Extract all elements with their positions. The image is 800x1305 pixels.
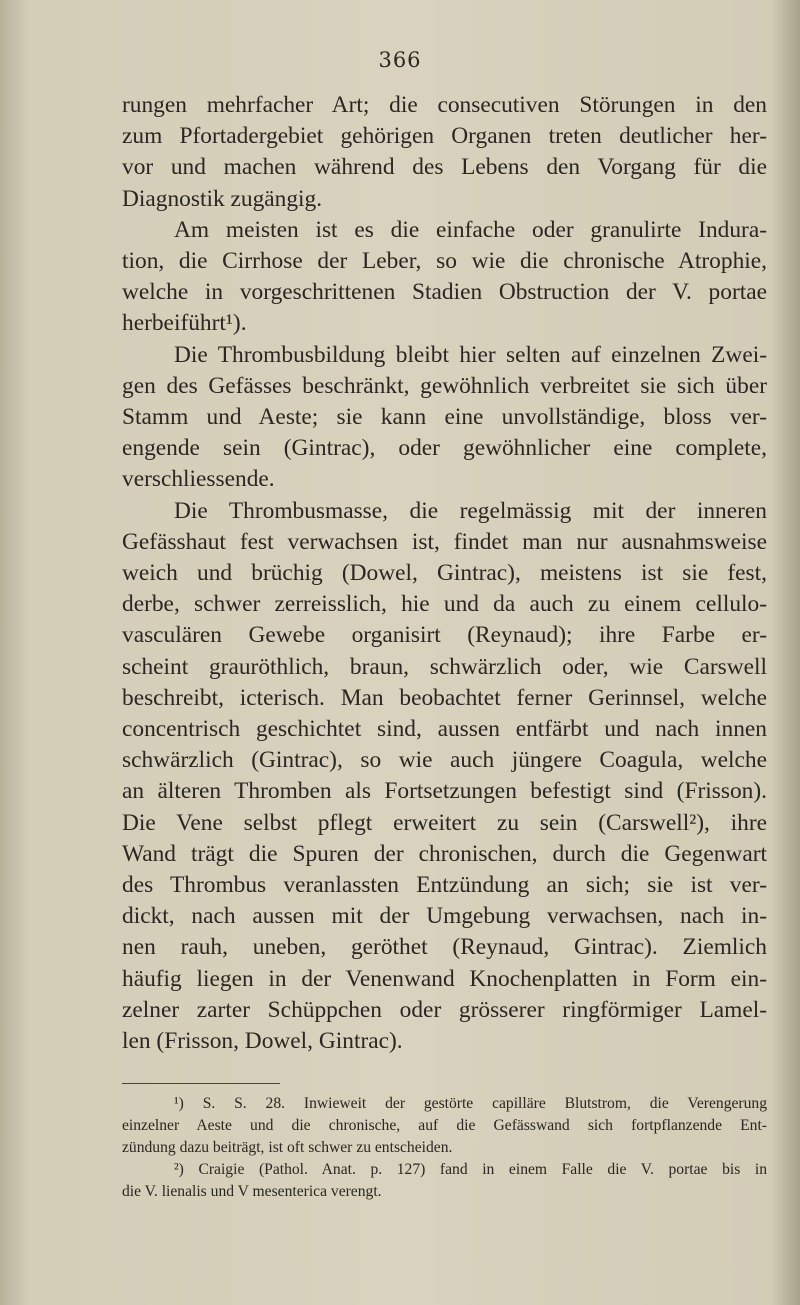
text-line: zum Pfortadergebiet gehörigen Organen treten deutlicher her- — [122, 123, 767, 150]
text-line: Stamm und Aeste; sie kann eine unvollständige, bloss ver- — [122, 404, 767, 431]
text-line: concentrisch geschichtet sind, aussen entfärbt und nach innen — [122, 716, 767, 743]
text-line: welche in vorgeschrittenen Stadien Obstruction der V. portae — [122, 279, 767, 306]
text-line: Die Thrombusbildung bleibt hier selten auf einzelnen Zwei- — [174, 341, 767, 368]
text-line: zelner zarter Schüppchen oder grösserer ringförmiger Lamel- — [122, 996, 767, 1023]
text-line: verschliessende. — [122, 466, 275, 493]
text-line: beschreibt, icterisch. Man beobachtet ferner Gerinnsel, welche — [122, 684, 767, 711]
footnote-line: einzelner Aeste und die chronische, auf die Gefässwand sich fortpflanzende Ent- — [122, 1117, 767, 1134]
text-line: tion, die Cirrhose der Leber, so wie die chronische Atrophie, — [122, 248, 767, 275]
text-line: Die Vene selbst pflegt erweitert zu sein (Carswell²), ihre — [122, 809, 767, 836]
text-line: Diagnostik zugängig. — [122, 185, 323, 212]
text-line: Am meisten ist es die einfache oder granulirte Indura- — [174, 216, 767, 243]
text-line: schwärzlich (Gintrac), so wie auch jüngere Coagula, welche — [122, 747, 767, 774]
text-line: häufig liegen in der Venenwand Knochenplatten in Form ein- — [122, 965, 767, 992]
text-line: vor und machen während des Lebens den Vorgang für die — [122, 154, 767, 181]
text-line: nen rauh, uneben, geröthet (Reynaud, Gintrac). Ziemlich — [122, 934, 767, 961]
footnote-line: ¹) S. S. 28. Inwieweit der gestörte capilläre Blutstrom, die Verengerung — [174, 1095, 767, 1112]
text-line: dickt, nach aussen mit der Umgebung verwachsen, nach in- — [122, 903, 767, 930]
text-line: herbeiführt¹). — [122, 310, 247, 337]
text-line: engende sein (Gintrac), oder gewöhnlicher eine complete, — [122, 435, 767, 462]
text-line: des Thrombus veranlassten Entzündung an sich; sie ist ver- — [122, 872, 767, 899]
footnote-line: zündung dazu beiträgt, ist oft schwer zu entscheiden. — [122, 1139, 453, 1156]
text-line: Die Thrombusmasse, die regelmässig mit der inneren — [174, 497, 767, 524]
text-line: len (Frisson, Dowel, Gintrac). — [122, 1028, 403, 1055]
page-number: 366 — [378, 48, 422, 72]
text-line: Gefässhaut fest verwachsen ist, findet man nur ausnahmsweise — [122, 528, 767, 555]
text-line: derbe, schwer zerreisslich, hie und da auch zu einem cellulo- — [122, 591, 767, 618]
text-line: scheint grauröthlich, braun, schwärzlich oder, wie Carswell — [122, 653, 767, 680]
text-line: an älteren Thromben als Fortsetzungen befestigt sind (Frisson). — [122, 778, 767, 805]
footnote-line: die V. lienalis und V mesenterica verengt. — [122, 1183, 382, 1200]
footnote-rule — [122, 1083, 280, 1084]
main-text — [122, 90, 767, 1057]
text-line: weich und brüchig (Dowel, Gintrac), meistens ist sie fest, — [122, 560, 767, 587]
text-line: vasculären Gewebe organisirt (Reynaud); ihre Farbe er- — [122, 622, 767, 649]
text-line: Wand trägt die Spuren der chronischen, durch die Gegenwart — [122, 840, 767, 867]
text-line: rungen mehrfacher Art; die consecutiven Störungen in den — [122, 92, 767, 118]
footnotes — [122, 1093, 767, 1203]
text-line: gen des Gefässes beschränkt, gewöhnlich verbreitet sie sich über — [122, 372, 767, 399]
footnote-line: ²) Craigie (Pathol. Anat. p. 127) fand in einem Falle die V. portae bis in — [174, 1161, 767, 1178]
